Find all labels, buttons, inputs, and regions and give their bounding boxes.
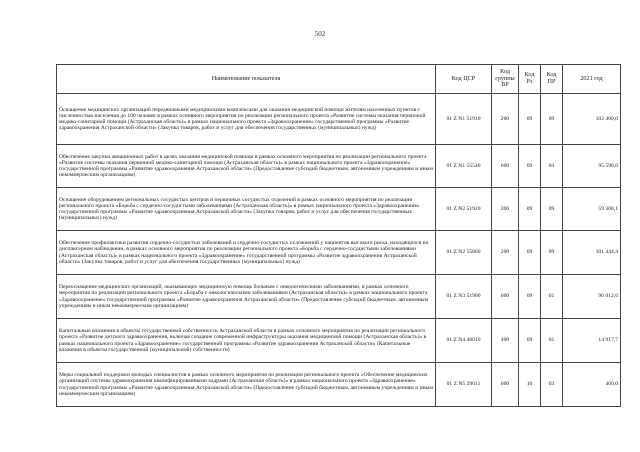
row-amount: 101 444,4 [563,231,621,275]
table-header [57,65,621,94]
row-group: 200 [492,188,519,231]
header-name: Наименование показателя [57,65,436,94]
row-rz: 09 [519,188,541,231]
header-rz: Код Рз [519,65,541,94]
row-csr: 01 Z N4 40010 [436,319,492,363]
header-group: Код группы ВР [492,65,519,94]
row-name: Меры социальной поддержки молодых специалистов в рамках основного мероприятия по реализации регионального проекта «Обеспечение медицинских организаций системы здравоохранения квалифицированными кадрами (Астраханская область)» в рамках национального проекта «Здравоохранение» государственной программы «Развитие здравоохранения Астраханской области» (Предоставление субсидий бюджетным, автономным учреждениям и иным некоммерческим организациям) [57,363,436,407]
row-pr: 09 [541,94,563,145]
row-csr: 01 Z N1 51910 [436,94,492,145]
row-rz: 09 [519,319,541,363]
row-group: 200 [492,231,519,275]
row-amount: 59 308,1 [563,188,621,231]
row-amount: 102 400,0 [563,94,621,145]
row-group: 600 [492,363,519,407]
row-amount: 400,0 [563,363,621,407]
row-csr: 01 Z N2 55860 [436,231,492,275]
row-group: 400 [492,319,519,363]
row-name: Обеспечение закупки авиационных работ в целях оказания медицинской помощи в рамках основного мероприятия по реализации регионального проекта «Развитие системы оказания первичной медико-санитарной помощи (Астраханская область)» в рамках национального проекта «Здравоохранение» государственной программы «Развитие здравоохранения Астраханской области» (Предоставление субсидий бюджетным, автономным учреждениям и иным некоммерческим организациям) [57,145,436,188]
row-amount: 96 012,6 [563,275,621,319]
header-pr: Код ПР [541,65,563,94]
row-rz: 09 [519,94,541,145]
row-csr: 01 Z N3 51900 [436,275,492,319]
table-row [57,319,621,363]
row-csr: 01 Z N2 51920 [436,188,492,231]
row-rz: 09 [519,145,541,188]
row-name: Оснащение оборудованием региональных сосудистых центров и первичных сосудистых отделений в рамках основного мероприятия по реализации регионального проекта «Борьба с сердечно-сосудистыми заболеваниями (Астраханская область)» в рамках национального проекта «Здравоохранение» государственной программы «Развитие здравоохранения Астраханской области» (Закупка товаров, работ и услуг для обеспечения государственных (муниципальных) нужд) [57,188,436,231]
row-group: 200 [492,94,519,145]
row-rz: 09 [519,275,541,319]
row-group: 600 [492,145,519,188]
row-name: Переоснащение медицинских организаций, оказывающих медицинскую помощь больным с онкологическими заболеваниями, в рамках основного мероприятия по реализации регионального проекта «Борьба с онкологическими заболеваниями (Астраханская область)» в рамках национального проекта «Здравоохранение» государственной программы «Развитие здравоохранения Астраханской области» (Предоставление субсидий бюджетным, автономным учреждениям и иным некоммерческим организациям) [57,275,436,319]
row-csr: 01 Z N5 29011 [436,363,492,407]
table-row [57,94,621,145]
page-number: 502 [314,30,326,38]
budget-table [56,64,621,407]
row-group: 600 [492,275,519,319]
row-rz: 10 [519,363,541,407]
row-amount: 95 596,0 [563,145,621,188]
row-amount: 14 917,7 [563,319,621,363]
row-name: Капитальные вложения в объекты государственной собственности Астраханской области в рамках основного мероприятия по реализации регионального проекта «Развитие детского здравоохранения, включая создание современной инфраструктуры оказания медицинской помощи (Астраханская область)» в рамках национального проекта «Здравоохранение» государственной программы «Развитие здравоохранения Астраханской области» (Капитальные вложения в объекты государственной (муниципальной) собственности) [57,319,436,363]
table-row [57,145,621,188]
row-name: Оснащение медицинских организаций передвижными медицинскими комплексами для оказания медицинской помощи жителям населенных пунктов с численностью населения до 100 человек в рамках основного мероприятия по реализации регионального проекта «Развитие системы оказания первичной медико-санитарной помощи (Астраханская область)» в рамках национального проекта «Здравоохранение» государственной программы «Развитие здравоохранения Астраханской области» (Закупка товаров, работ и услуг для обеспечения государственных (муниципальных) нужд) [57,94,436,145]
table-row [57,275,621,319]
row-pr: 01 [541,319,563,363]
header-csr: Код ЦСР [436,65,492,94]
row-rz: 09 [519,231,541,275]
row-name: Обеспечение профилактики развития сердечно-сосудистых заболеваний и сердечно-сосудистых осложнений у пациентов высокого риска, находящихся на диспансерном наблюдении, в рамках основного мероприятия по реализации регионального проекта «Борьба с сердечно-сосудистыми заболеваниями (Астраханская область)» в рамках национального проекта «Здравоохранение» государственной программы «Развитие здравоохранения Астраханской области» (Закупка товаров, работ и услуг для обеспечения государственных (муниципальных) нужд) [57,231,436,275]
row-pr: 04 [541,145,563,188]
row-pr: 01 [541,275,563,319]
row-pr: 09 [541,188,563,231]
row-pr: 09 [541,231,563,275]
table-row [57,231,621,275]
row-pr: 03 [541,363,563,407]
table-row [57,363,621,407]
row-csr: 01 Z N1 55540 [436,145,492,188]
table-row [57,188,621,231]
header-year: 2021 год [563,65,621,94]
